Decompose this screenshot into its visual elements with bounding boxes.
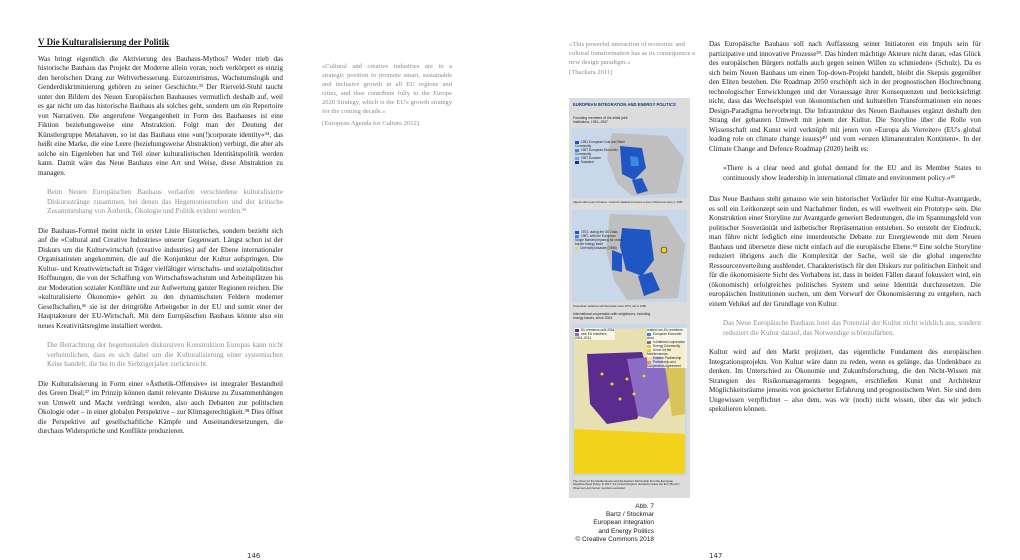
margin-quote-source: (Thackara 2011) — [569, 69, 613, 76]
margin-quote-text: »This powerful interaction of economic and cultural transformation has as its consequence a new design paradigm.« — [569, 41, 695, 66]
margin-quote-text: »Cultural and creative industries are in a strategic position to promote smart, sustainable and inclusive growth in all EU regions and cities, and thus contribute fully to the Europe 2020 Strategy, which is the EU's growth strategy for the coming decade.« — [322, 63, 452, 115]
legend — [575, 140, 630, 164]
chapter-heading: V Die Kulturalisierung der Politik — [38, 37, 170, 47]
paragraph: Die Bauhaus-Formel meint nicht in erster Linie Historisches, sondern bezieht sich auf die »Cultural and Creative Industries« unserer Gegenwart. Längst schon ist der Diskurs um die Kulturwirtschaft (creative industries) auf der Ebene internationaler Organisationen angekommen, die auf die Konjunktur der Kultur aufspringen. Die Kultur- und Kreativwirtschaft ist Träger vielfältiger wirtschafts- und sozialpolitischer Hoffnungen, die von der Schaffung von Wirtschaftswachstum und Arbeitsplätzen bis zur Moderation sozialer Konflikte und zur Aufwertung ganzer Regionen reichen. Die »kulturalisierte Ökonomie« gehört zu den dynamischsten Feldern moderner Gesellschaften,³⁶ sie ist der drittgrößte Arbeitgeber in der EU und somit einer der Hauptakteure der EU-Wirtschaft. Mit dem Europäischen Bauhaus könnte also ein neues Kreativitätsregime installiert werden. — [38, 226, 283, 330]
figure-caption — [560, 503, 654, 544]
caption-line: Bartz / Stockmar — [605, 511, 654, 519]
panel-note: The Union for the Mediterranean and the Eastern Partnership form the European Neighbourhood Policy. In 2017, the United Kingdom decided to leave the EU ("Brexit"). Observers and former members excluded — [573, 479, 681, 490]
map-panel-2 — [572, 210, 687, 302]
page-number: 146 — [247, 552, 261, 560]
pull-quote: Das Neue Europäische Bauhaus lotet das Potenzial der Kultur nicht wirklich aus, sondern reduziert die Kultur darauf, das Notwendige schönzufärben. — [723, 319, 981, 337]
paragraph: Die Kulturalisierung in Form einer »Ästhetik-Offensive« ist integraler Bestandteil des Green Deal;³⁷ im Prinzip können damit relevante Diskurse zu Zusammenhängen von Umwelt und Macht verdrängt werden, also auch Debatten zur politischen Ökologie oder – in einer globalen Perspektive – zur Klimagerechtigkeit.³⁸ Dies öffnet die Perspektive auf gesellschaftliche Kämpfe und Auseinandersetzungen, die durchaus Widersprüche und Konflikte produzieren. — [38, 379, 283, 435]
legend-item: related non-EU members: — [647, 328, 684, 332]
caption-line: © Creative Commons 2018 — [575, 535, 654, 543]
legend-item: 1957 Euratom — [581, 156, 602, 160]
left-page — [0, 0, 510, 559]
main-column-left — [38, 38, 283, 444]
legend-item: Partnership and Cooperation Agreement — [647, 360, 681, 368]
legend-item: 1957 European Economic Community — [575, 148, 618, 156]
caption-line: European Integration — [593, 519, 654, 527]
legend-item: Chernobyl disaster (1986) — [580, 246, 617, 250]
legend — [647, 328, 687, 368]
legend-item: Energy Community — [653, 344, 681, 348]
paragraph: Was bringt eigentlich die Aktivierung des Bauhaus-Mythos? Weder trieb das historische Bauhaus das Projekt der Moderne allein voran, noch verkörpert es einzig den heroischen Drang zur Weltverbesserung. Eurozentrismus, Wachstumslogik und Genderdiskriminierung gehören zu seiner Geschichte.³³ Der Rietveld-Stuhl taucht unter den Bildern des Neuen Europäischen Bauhauses vermutlich deshalb auf, weil es gar nicht um das historische Bauhaus als solches geht, sondern um ein Repertoire von Narrativen. Die angerufene Vergangenheit in Form des Bauhauses ist eine Fiktion beziehungsweise eine Abstraktion. Folgt man der Deutung der Künstlergruppe Metahaven, so ist das Bauhaus eine »un(!)corporate identity«³⁴, das heißt eine Marke, die eine Leere (beziehungsweise Abstraktion) verbirgt, die aber als solche ein Eigenleben hat und Teil einer kulturalistischen Identitätspolitik werden kann. Damit wäre das Neue Bauhaus eine Art und Weise, diese Abstraktion zu managen. — [38, 54, 283, 177]
legend — [575, 328, 615, 340]
legend-item: Eastern Partnership — [653, 356, 682, 360]
margin-quote-source: (European Agenda for Culture 2012) — [322, 120, 420, 127]
page-number: 147 — [709, 552, 723, 560]
legend-item: Union for the Mediterranean — [647, 348, 672, 356]
legend-item: new EU members, 2004–2013 — [575, 332, 608, 340]
pull-quote: Beim Neuen Europäischen Bauhaus verlaufen verschiedene kulturalisierte Diskursstränge zusammen, bei denen das Hegemoniestreben und der kritische Zusammenhang von Ästhetik, Ökologie und Politik evident werden.³⁵ — [47, 188, 283, 215]
block-quote: »There is a clear need and global demand for the EU and its Member States to continuously show leadership in international climate and environment policy.«⁴¹ — [723, 164, 981, 182]
legend-item: European Economic Area — [647, 332, 682, 340]
figure-title: EUROPEAN INTEGRATION AND ENERGY POLITICS — [573, 102, 676, 107]
legend-item: Saarland — [581, 160, 594, 164]
legend-item: 1951 European Coal and Steel Community — [575, 140, 625, 148]
panel-note: Greenland: withdrew with Denmark since 1973, left in 1985 — [573, 304, 647, 308]
panel-note: Algeria still a part of France. Coal-rich Saarland became a part of West Germany in 1957 — [573, 200, 683, 204]
map-2-graphic — [572, 210, 687, 302]
margin-quote — [569, 40, 701, 77]
main-column-right — [709, 40, 981, 422]
legend-item: in bilateral cooperation — [653, 340, 686, 344]
caption-line: Abb. 7 — [635, 503, 654, 510]
legend-item: EU members until 2004 — [581, 328, 615, 332]
paragraph: Kultur wird auf den Markt projiziert, das eigentliche Fundament des europäischen Integrationsprojekts. Von Kultur wäre dann zu reden, wenn es gelänge, das Undenkbare zu denken. Im Unterschied zu Ökonomie und Zukunftsforschung, die den Nicht-Wissen mit Strategien des Risikomanagements begegnen, erschließen Kunst und Architektur Möglichkeitsräume jenseits von gesicherter Erfahrung und prognostischem Wert. Sie sind dem Ungewissen verpflichtet – also dem, was wir (noch) nicht wissen, über das wir jedoch spekulieren können. — [709, 348, 981, 413]
paragraph: Das Neue Bauhaus steht genauso wie sein historischer Vorläufer für eine Kultur-Avantgarde, es soll ein Leitkonzept sein und Nachahmer finden, es will »weltweit ein Prototyp« sein. Die Konstruktion einer Storyline zur Avantgarde generiert Bedeutungen, die im Spannungsfeld von politischer Souveränität und ästhetischer Repräsentation entstehen. So entsteht der Eindruck, man führe nicht lediglich eine innerdeutsche Debatte zur Energiewende mit dem Neuen Bauhaus und übersetze diese nicht einfach auf die europäische Ebene.⁴² Eine solche Storyline reduziert übrigens auch die Komplexität der Sache, weil sie die global ungerechte Ressourcenverteilung ausblendet. Charakteristisch für den Diskurs zur politischen Einheit und für die ökonomisierte Sicht des Vorhabens ist, dass in beiden Fällen darauf fokussiert wird, ein (ökonomisch) erfolgreiches politisches System und seine Identität durchzusetzen. Die europäischen Institutionen suchen, um dem Vorwurf der Ökonomisierung zu entgehen, nach einem Vehikel auf der Grundlage von Kultur. — [709, 195, 981, 308]
caption-line: and Energy Politics — [598, 527, 654, 535]
panel-label: International cooperation with neighbours, including energy issues, since 2004 — [573, 312, 651, 321]
legend — [575, 230, 625, 250]
pull-quote: Die Betrachtung der hegemonialen diskursiven Konstruktion Europas kann nicht verheimlichen, dass es sich dabei um die Kulturalisierung einer systemischen Krise handelt, die bis in die Siebzigerjahre zurückreicht. — [47, 341, 283, 368]
figure-infographic — [569, 98, 690, 498]
margin-quote — [322, 62, 452, 128]
panel-label: Founding members of the initial joint institutions, 1951–1957 — [573, 116, 628, 125]
legend-item: 1973, during the Oil Crisis — [581, 230, 618, 234]
paragraph: Das Europäische Bauhaus soll nach Auffassung seiner Initiatoren ein Impuls sein für partizipative und innovative Prozesse³⁹. Das hindert mächtige Akteure nicht daran, »das Glück des europäischen Bürgers notfalls auch gegen seinen Willen zu schmieden« (Schulz). Da es sich beim Neuen Bauhaus um einen Top-down-Projekt handelt, bleibt die Skepsis gegenüber den Eliten bestehen. Die Roadmap 2050 erschöpft sich in der prognostischen Hochrechnung technologischer Entwicklungen und der Voraussage ihrer Konsequenzen und berücksichtigt nicht, dass das Wechselspiel von ökonomischen und kulturellen Transformationen ein neues Design-Paradigma hervorbringt. Die Infrastruktur des Neuen Bauhauses ergänzt deshalb den Strang der gebauten Umwelt mit jenem der Kultur. Die Storyline über die Rolle von Wissenschaft und Kunst wird verknüpft mit jenen von »Europa als Vorreiter« (EU's global leading role on climate change issues)⁴⁰ und vom »ersten klimaneutralen Kontinent«. In der Climate Change and Defence Roadmap (2020) heißt es: — [709, 40, 981, 153]
legend-item: 1987, with the European Single Market preparing for cross-border energy trade — [575, 234, 624, 246]
